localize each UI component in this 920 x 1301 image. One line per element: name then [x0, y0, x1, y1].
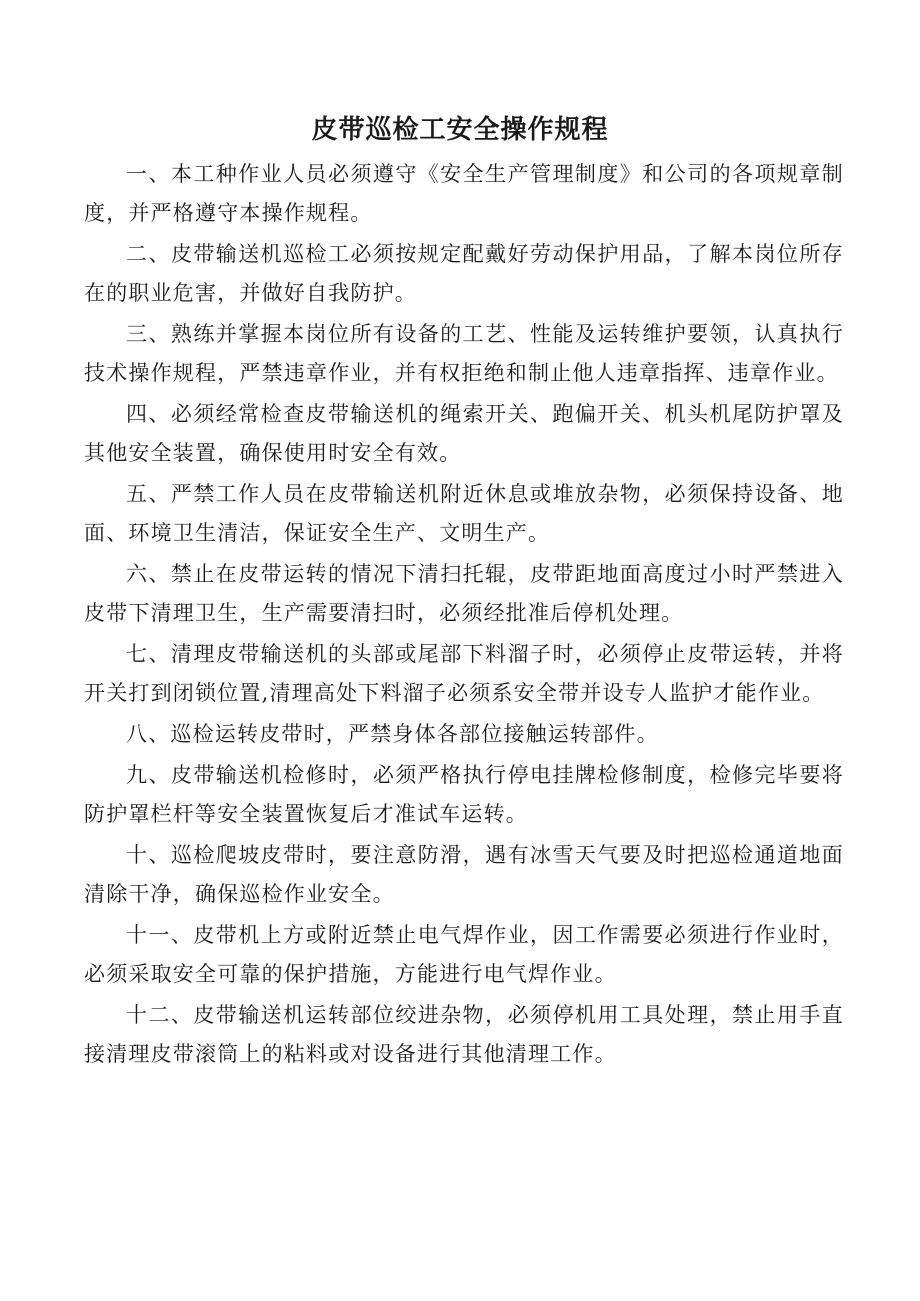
paragraph-5: 五、严禁工作人员在皮带输送机附近休息或堆放杂物，必须保持设备、地面、环境卫生清洁，保证安全生产、文明生产。 — [84, 482, 844, 545]
paragraph-12: 十二、皮带输送机运转部位绞进杂物，必须停机用工具处理，禁止用手直接清理皮带滚筒上的粘料或对设备进行其他清理工作。 — [84, 1003, 844, 1066]
paragraph-11: 十一、皮带机上方或附近禁止电气焊作业，因工作需要必须进行作业时，必须采取安全可靠的保护措施，方能进行电气焊作业。 — [84, 923, 844, 986]
paragraph-8: 八、巡检运转皮带时，严禁身体各部位接触运转部件。 — [126, 722, 659, 746]
paragraph-4: 四、必须经常检查皮带输送机的绳索开关、跑偏开关、机头机尾防护罩及其他安全装置，确保使用时安全有效。 — [84, 402, 844, 465]
paragraph-7: 七、清理皮带输送机的头部或尾部下料溜子时，必须停止皮带运转，并将开关打到闭锁位置,清理高处下料溜子必须系安全带并设专人监护才能作业。 — [84, 642, 844, 705]
paragraph-9: 九、皮带输送机检修时，必须严格执行停电挂牌检修制度，检修完毕要将防护罩栏杆等安全装置恢复后才准试车运转。 — [84, 763, 844, 826]
paragraph-3: 三、熟练并掌握本岗位所有设备的工艺、性能及运转维护要领，认真执行技术操作规程，严禁违章作业，并有权拒绝和制止他人违章指挥、违章作业。 — [84, 322, 844, 385]
document-title: 皮带巡检工安全操作规程 — [311, 115, 609, 145]
paragraph-1: 一、本工种作业人员必须遵守《安全生产管理制度》和公司的各项规章制度，并严格遵守本操作规程。 — [84, 162, 844, 225]
document-body — [84, 155, 844, 1076]
paragraph-6: 六、禁止在皮带运转的情况下清扫托辊，皮带距地面高度过小时严禁进入皮带下清理卫生，生产需要清扫时，必须经批准后停机处理。 — [84, 562, 844, 625]
paragraph-2: 二、皮带输送机巡检工必须按规定配戴好劳动保护用品，了解本岗位所存在的职业危害，并做好自我防护。 — [84, 242, 844, 305]
paragraph-10: 十、巡检爬坡皮带时，要注意防滑，遇有冰雪天气要及时把巡检通道地面清除干净，确保巡检作业安全。 — [84, 843, 844, 906]
